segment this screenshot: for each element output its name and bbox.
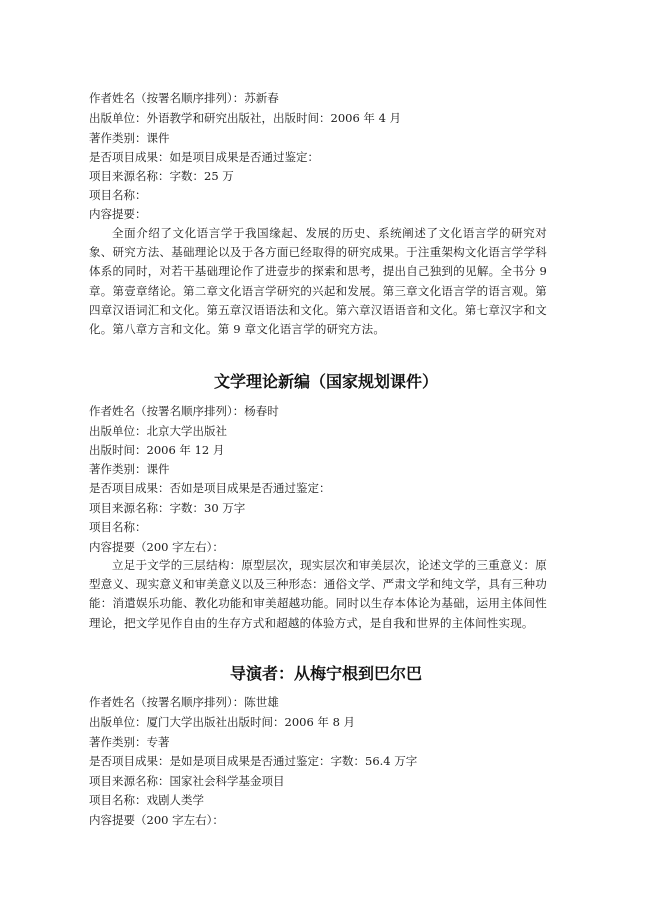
entry2-is-project: 是否项目成果：否如是项目成果是否通过鉴定：: [89, 481, 331, 495]
entry1-is-project: 是否项目成果：如是项目成果是否通过鉴定：: [89, 150, 319, 164]
entry2-publisher: 出版单位：北京大学出版社: [89, 424, 227, 438]
entry2-project-name: 项目名称：: [89, 520, 147, 534]
entry3-summary-label: 内容提要（200 字左右）：: [89, 813, 224, 827]
entry3-source: 项目来源名称：国家社会科学基金项目: [89, 774, 285, 788]
entry3-publisher: 出版单位：厦门大学出版社出版时间：2006 年 8 月: [89, 715, 356, 729]
entry2-author: 作者姓名（按署名顺序排列）：杨春时: [89, 404, 279, 418]
entry2-title: 文学理论新编（国家规划课件）: [213, 372, 438, 391]
entry2-summary: 立足于文学的三层结构：原型层次，现实层次和审美层次，论述文学的三重意义：原型意义、现实意义和审美意义以及三种形态：通俗文学、严肃文学和纯文学，具有三种功能：消遣娱乐功能、教化功能和审美超越功能。同时以生存本体论为基础，运用主体间性理论，把文学见作自由的生存方式和超越的体验方式，是自我和世界的主体间性实现。: [89, 558, 547, 630]
entry3-category: 著作类别：专著: [89, 735, 170, 749]
entry3-title: 导演者：从梅宁根到巴尔巴: [229, 664, 422, 683]
entry1-publisher: 出版单位：外语教学和研究出版社，出版时间：2006 年 4 月: [89, 111, 402, 125]
entry1-summary: 全面介绍了文化语言学于我国缘起、发展的历史、系统阐述了文化语言学的研究对象、研究方法、基础理论以及于各方面已经取得的研究成果。于注重架构文化语言学学科体系的同时，对若干基础理论作了进壹步的探索和思考，提出自己独到的见解。全书分 9 章。第壹章绪论。第二章文化语言学研究的兴起和发展。第三章文化语言学的语言观。第四章汉语词汇和文化。第五章汉语语法和文化。第六章汉语语音和文化。第七章汉字和文化。第八章方言和文化。第 9 章文化语言学的研究方法。: [89, 226, 547, 337]
entry3-project-name: 项目名称：戏剧人类学: [89, 793, 204, 807]
entry1-category: 著作类别：课件: [89, 131, 170, 145]
entry3-is-project: 是否项目成果：是如是项目成果是否通过鉴定：字数：56.4 万字: [89, 754, 418, 768]
entry1-author: 作者姓名（按署名顺序排列）：苏新春: [89, 91, 279, 105]
entry2-category: 著作类别：课件: [89, 462, 170, 476]
entry2-source: 项目来源名称：字数：30 万字: [89, 501, 246, 515]
entry2-date: 出版时间：2006 年 12 月: [89, 443, 225, 457]
entry3-author: 作者姓名（按署名顺序排列）：陈世雄: [89, 695, 279, 709]
entry1-source: 项目来源名称：字数：25 万: [89, 169, 234, 183]
entry2-summary-label: 内容提要（200 字左右）：: [89, 540, 224, 554]
entry1-summary-label: 内容提要：: [89, 207, 147, 221]
entry1-project-name: 项目名称：: [89, 188, 147, 202]
